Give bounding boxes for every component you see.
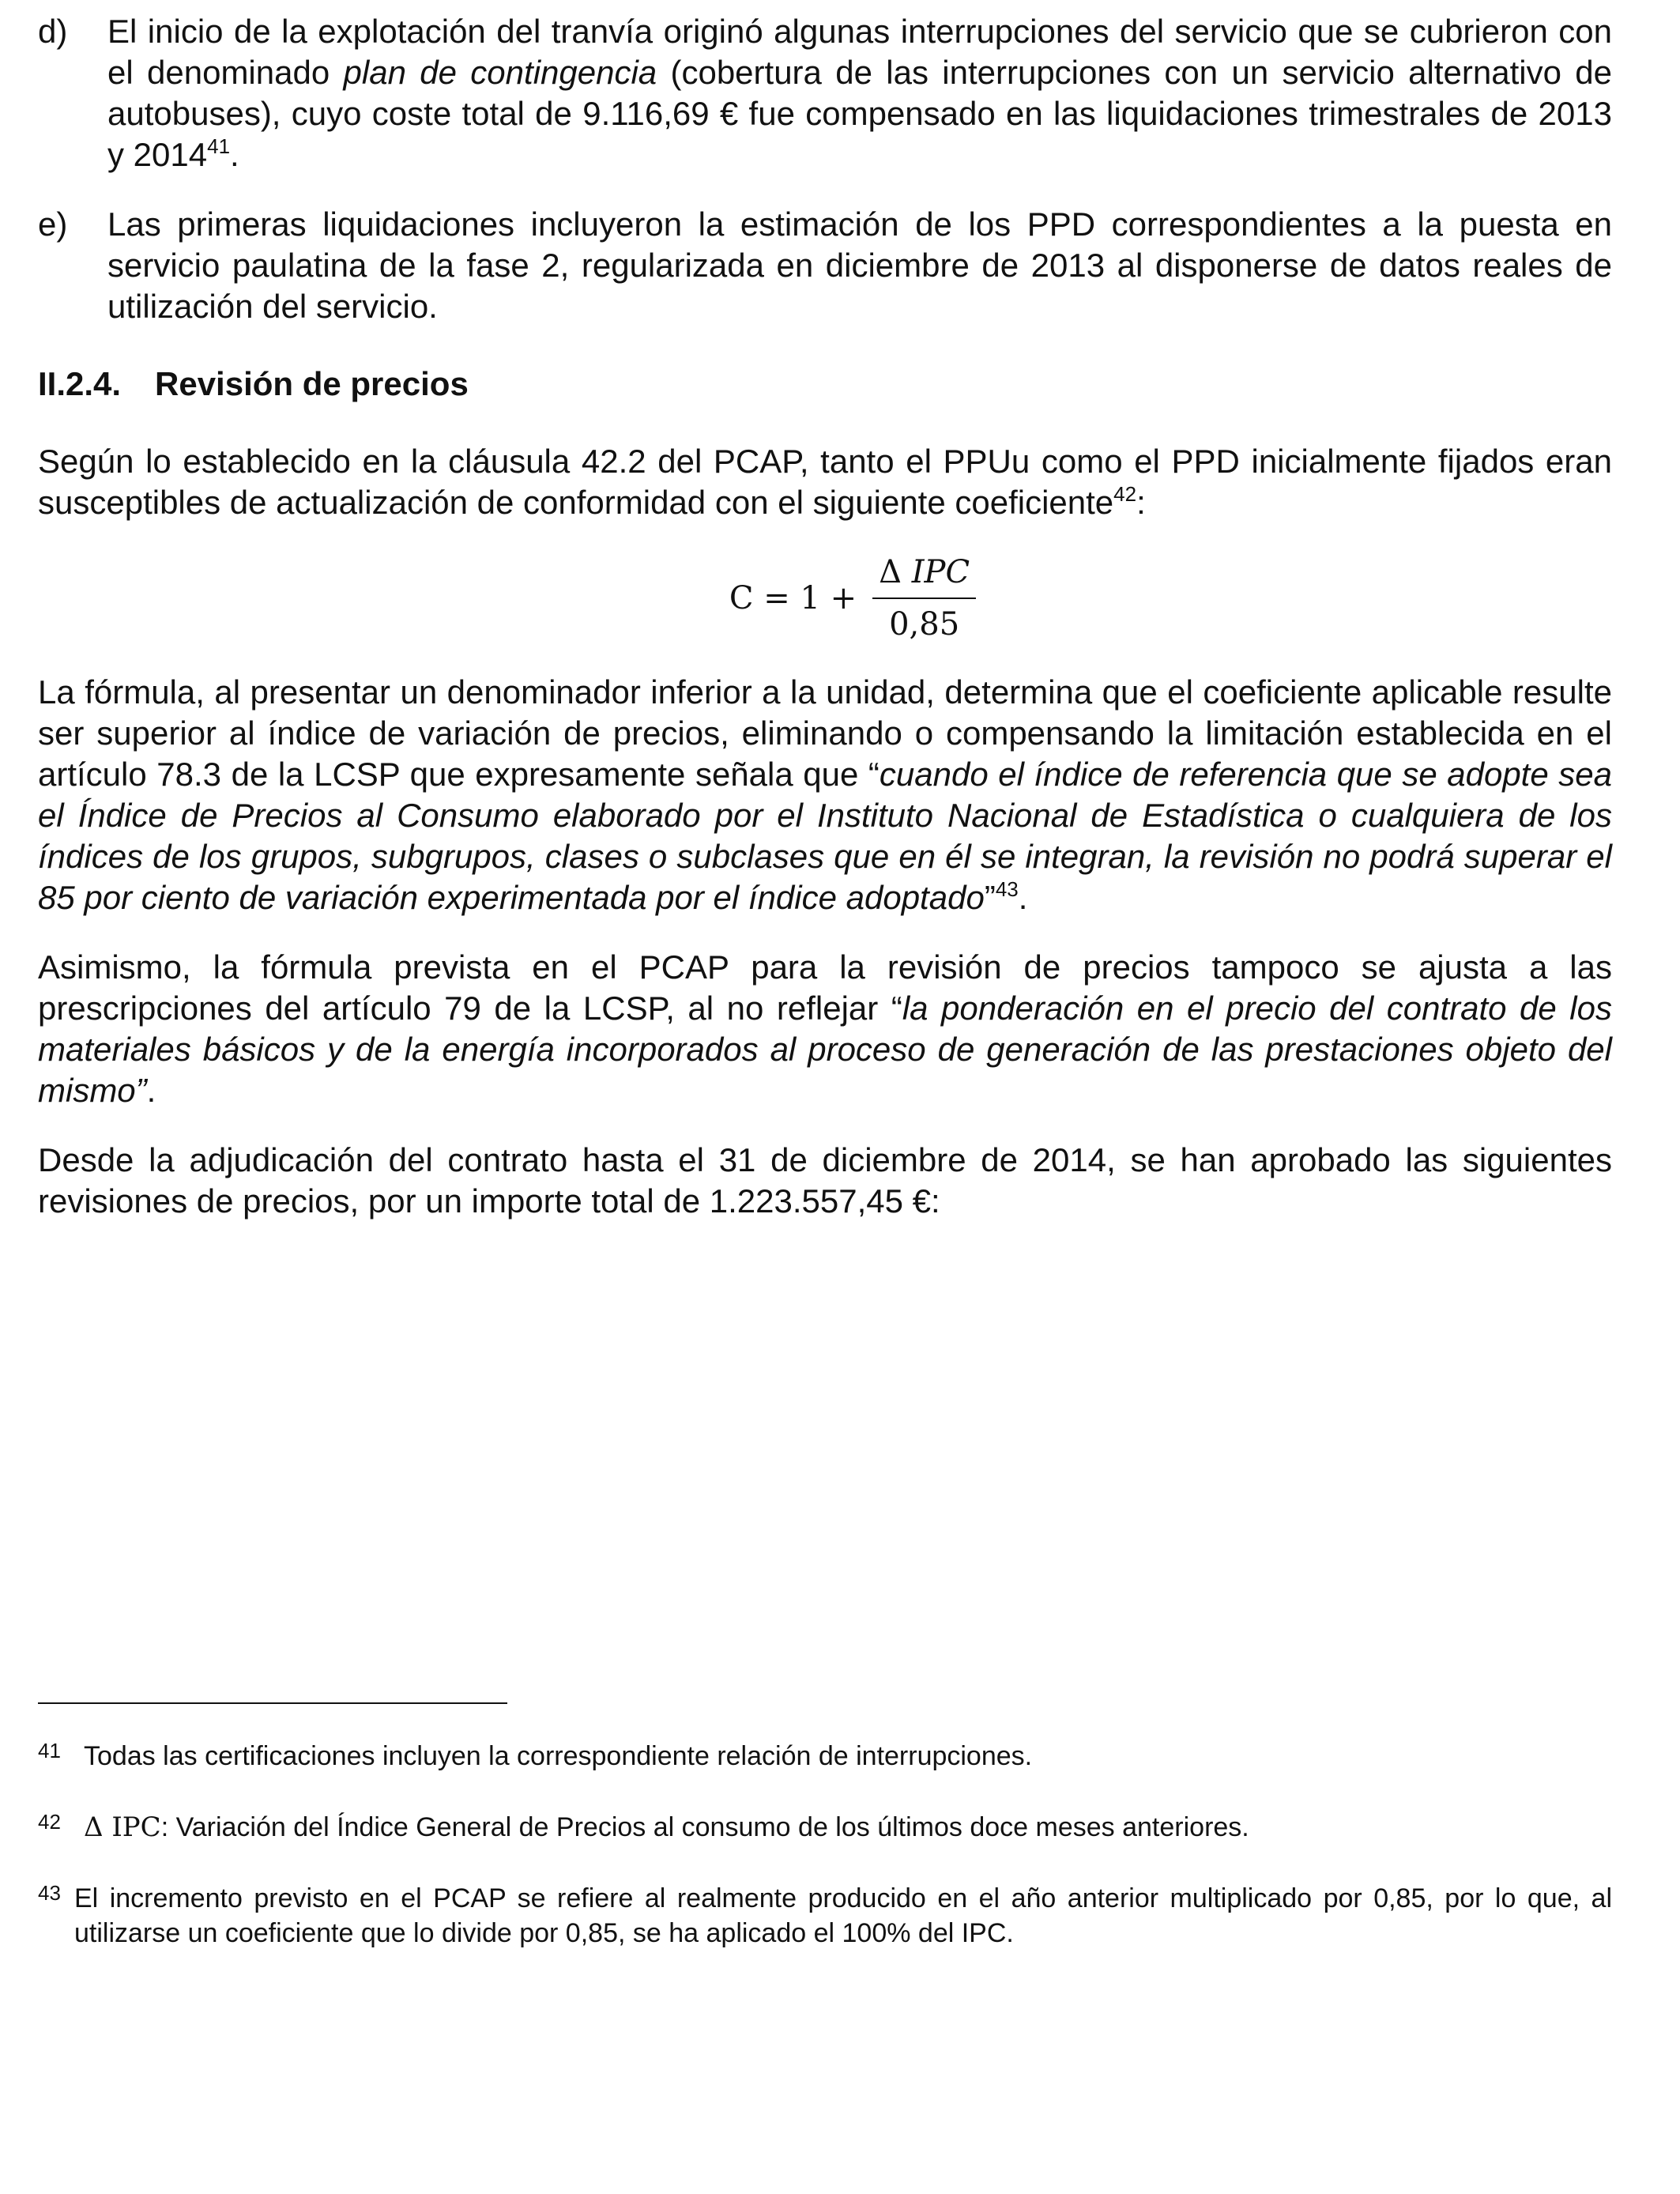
footnote-41: [38, 1739, 1612, 1774]
list-marker: e): [38, 205, 68, 243]
footnote-43: [38, 1881, 1612, 1951]
section-number: II.2.4.: [38, 365, 122, 402]
footnote-text: El incremento previsto en el PCAP se refiere al realmente producido en el año anterior multiplicado por 0,85, por lo que, al utilizarse un coeficiente que lo divide por 0,85, se ha aplicado el 100% del IPC.: [74, 1883, 1612, 1948]
formula-lhs: C = 1 +: [729, 580, 857, 616]
section-title: Revisión de precios: [155, 365, 469, 402]
footnote-text: Δ IPC: Variación del Índice General de Precios al consumo de los últimos doce meses anteriores.: [84, 1811, 1249, 1843]
list-item-d: [38, 11, 1612, 175]
list-marker: d): [38, 13, 68, 50]
formula-fraction: [872, 552, 976, 645]
footnote-math: Δ IPC: [84, 1811, 161, 1843]
paragraph-article-79: Asimismo, la fórmula prevista en el PCAP para la revisión de precios tampoco se ajusta a las prescripciones del artículo 79 de la LCSP, al no reflejar “la ponderación en el precio del contrato de los materiales básicos y de la energía incorporados al proceso de generación de las prestaciones objeto del mismo”.: [38, 948, 1612, 1109]
paragraph-formula-analysis: La fórmula, al presentar un denominador inferior a la unidad, determina que el coeficiente aplicable resulte ser superior al índice de variación de precios, eliminando o compensando la limitación establecida en el artículo 78.3 de la LCSP que expresamente señala que “cuando el índice de referencia que se adopte sea el Índice de Precios al Consumo elaborado por el Instituto Nacional de Estadística o cualquiera de los índices de los grupos, subgrupos, clases o subclases que en él se integran, la revisión no podrá superar el 85 por ciento de variación experimentada por el índice adoptado”$^{43}$.: [38, 673, 1612, 916]
section-heading: [38, 364, 1612, 405]
footnote-number: 41: [38, 1739, 61, 1762]
footnotes: [38, 1739, 1612, 1987]
footnote-text: Todas las certificaciones incluyen la correspondiente relación de interrupciones.: [84, 1741, 1033, 1771]
paragraph-clausula: Según lo establecido en la cláusula 42.2 del PCAP, tanto el PPUu como el PPD inicialmente fijados eran susceptibles de actualización de conformidad con el siguiente coeficiente$^{42}$:: [38, 443, 1612, 521]
list-item-e: [38, 204, 1612, 327]
formula-denominator: 0,85: [889, 606, 960, 643]
coefficient-formula: [38, 552, 1612, 645]
formula-numerator: Δ IPC: [872, 552, 976, 599]
footnote-ref-42[interactable]: 42: [1113, 482, 1137, 506]
list-item-text: El inicio de la explotación del tranvía originó algunas interrupciones del servicio que se cubrieron con el denominado plan de contingencia (cobertura de las interrupciones con un servicio alternativo de autobuses), cuyo coste total de 9.116,69 € fue compensado en las liquidaciones trimestrales de 2013 y 2014$^{41}$.: [107, 13, 1613, 173]
footnote-ref-43[interactable]: 43: [995, 877, 1019, 901]
footnote-42: [38, 1810, 1612, 1845]
footnote-number: 42: [38, 1810, 61, 1834]
footnote-separator: [38, 1702, 507, 1704]
footnote-ref-41[interactable]: 41: [207, 134, 231, 158]
footnote-number: 43: [38, 1881, 61, 1905]
paragraph-revisions-total: Desde la adjudicación del contrato hasta el 31 de diciembre de 2014, se han aprobado las siguientes revisiones de precios, por un importe total de 1.223.557,45 €:: [38, 1141, 1612, 1220]
document-page: [38, 11, 1612, 1250]
list-item-text: Las primeras liquidaciones incluyeron la estimación de los PPD correspondientes a la puesta en servicio paulatina de la fase 2, regularizada en diciembre de 2013 al disponerse de datos reales de utilización del servicio.: [107, 205, 1612, 325]
